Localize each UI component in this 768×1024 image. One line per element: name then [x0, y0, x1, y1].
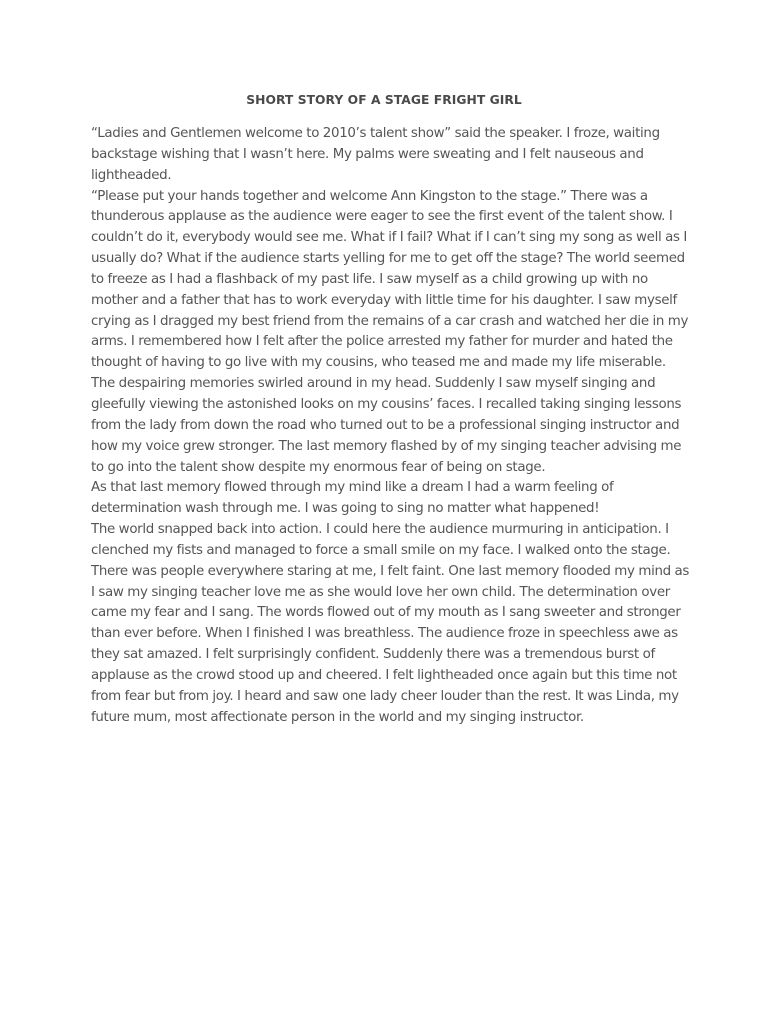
paragraph-1: “Ladies and Gentlemen welcome to 2010’s talent show” said the speaker. I froze, waiting backstage wishing that I wasn’t here. My palms were sweating and I felt nauseous and lightheaded.: [91, 126, 660, 183]
paragraph-3: As that last memory flowed through my mind like a dream I had a warm feeling of determination wash through me. I was going to sing no matter what happened!: [91, 480, 614, 517]
paragraph-4: The world snapped back into action. I could here the audience murmuring in anticipation. I clenched my fists and managed to force a small smile on my face. I walked onto the stage. There was people everywhere staring at me, I felt faint. One last memory flooded my mind as I saw my singing teacher love me as she would love her own child. The determination over came my fear and I sang. The words flowed out of my mouth as I sang sweeter and stronger than ever before. When I finished I was breathless. The audience froze in speechless awe as they sat amazed. I felt surprisingly confident. Suddenly there was a tremendous burst of applause as the crowd stood up and cheered. I felt lightheaded once again but this time not from fear but from joy. I heard and saw one lady cheer louder than the rest. It was Linda, my future mum, most affectionate person in the world and my singing instructor.: [91, 522, 690, 725]
document-title: SHORT STORY OF A STAGE FRIGHT GIRL: [246, 93, 522, 107]
paragraph-2: “Please put your hands together and welcome Ann Kingston to the stage.” There was a thunderous applause as the audience were eager to see the first event of the talent show. I couldn’t do it, everybody would see me. What if I fail? What if I can’t sing my song as well as I usually do? What if the audience starts yelling for me to get off the stage? The world seemed to freeze as I had a flashback of my past life. I saw myself as a child growing up with no mother and a father that has to work everyday with little time for his daughter. I saw myself crying as I dragged my best friend from the remains of a car crash and watched her die in my arms. I remembered how I felt after the police arrested my father for murder and hated the thought of having to go live with my cousins, who teased me and made my life miserable. The despairing memories swirled around in my head. Suddenly I saw myself singing and gleefully viewing the astonished looks on my cousins’ faces. I recalled taking singing lessons from the lady from down the road who turned out to be a professional singing instructor and how my voice grew stronger. The last memory flashed by of my singing teacher advising me to go into the talent show despite my enormous fear of being on stage.: [91, 188, 689, 475]
document-body: [91, 124, 691, 728]
